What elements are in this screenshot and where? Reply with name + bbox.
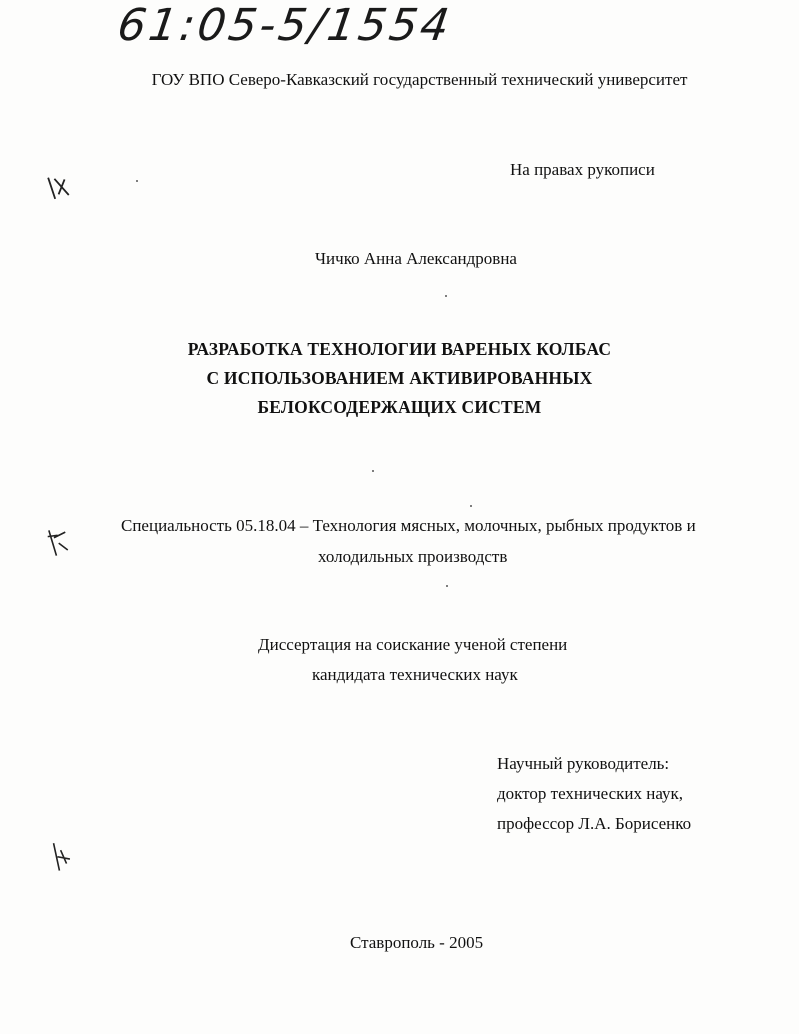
margin-mark-icon <box>42 523 77 567</box>
organization-name: ГОУ ВПО Северо-Кавказский государственный технический университет <box>151 70 688 89</box>
supervisor-name: профессор Л.А. Борисенко <box>497 814 692 833</box>
thesis-title-line-3: БЕЛОКСОДЕРЖАЩИХ СИСТЕМ <box>257 397 542 417</box>
rights-note: На правах рукописи <box>510 160 655 179</box>
dissertation-degree-line-1: Диссертация на соискание ученой степени <box>258 635 568 654</box>
thesis-title-line-1: РАЗРАБОТКА ТЕХНОЛОГИИ ВАРЕНЫХ КОЛБАС <box>187 339 612 359</box>
scan-speck <box>372 470 374 472</box>
scan-speck <box>136 180 138 182</box>
author-name: Чичко Анна Александровна <box>315 249 517 268</box>
scan-speck <box>446 585 448 587</box>
thesis-title-line-2: С ИСПОЛЬЗОВАНИЕМ АКТИВИРОВАННЫХ <box>206 368 593 388</box>
margin-mark-icon <box>44 170 79 210</box>
margin-mark-icon <box>45 838 80 882</box>
scan-speck <box>445 295 447 297</box>
specialty-line-2: холодильных производств <box>318 547 508 566</box>
supervisor-label: Научный руководитель: <box>497 754 670 773</box>
supervisor-degree: доктор технических наук, <box>497 784 684 803</box>
dissertation-degree-line-2: кандидата технических наук <box>312 665 518 684</box>
specialty-line-1: Специальность 05.18.04 – Технология мясных, молочных, рыбных продуктов и <box>121 516 696 535</box>
scan-speck <box>470 505 472 507</box>
handwritten-archive-number: 61:05-5/1554 <box>114 0 456 51</box>
place-and-year: Ставрополь - 2005 <box>350 933 484 952</box>
